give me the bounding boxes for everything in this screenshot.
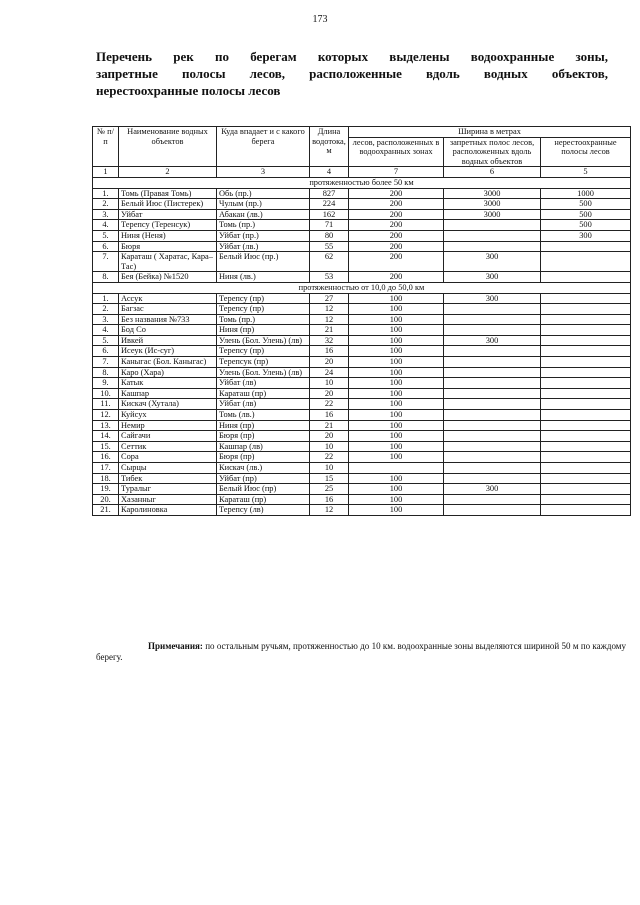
table-cell: 20. bbox=[93, 494, 119, 505]
table-cell bbox=[349, 463, 444, 474]
table-cell: Бод Со bbox=[119, 325, 217, 336]
table-cell: 10. bbox=[93, 388, 119, 399]
table-cell: 4. bbox=[93, 325, 119, 336]
table-cell: 100 bbox=[349, 494, 444, 505]
table-cell: 7. bbox=[93, 252, 119, 272]
table-cell: 100 bbox=[349, 441, 444, 452]
table-row bbox=[93, 199, 631, 210]
table-cell bbox=[444, 441, 541, 452]
table-cell: 300 bbox=[541, 230, 631, 241]
table-cell: Улень (Бол. Улень) (лв) bbox=[217, 367, 310, 378]
table-cell: Бюря bbox=[119, 241, 217, 252]
table-cell: 100 bbox=[349, 484, 444, 495]
table-cell: 300 bbox=[444, 335, 541, 346]
note-text: по остальным ручьям, протяженностью до 10 км. водоохранные зоны выделяются шириной 50 м по каждому берегу. bbox=[96, 641, 626, 662]
table-cell: Томь (лв.) bbox=[217, 410, 310, 421]
table-cell: 25 bbox=[310, 484, 349, 495]
table-cell: Терепсук (пр) bbox=[217, 357, 310, 368]
table-cell: Караташ ( Харатас, Кара–Тас) bbox=[119, 252, 217, 272]
table-cell: 300 bbox=[444, 252, 541, 272]
table-row bbox=[93, 241, 631, 252]
table-cell: 200 bbox=[349, 230, 444, 241]
table-row bbox=[93, 335, 631, 346]
table-cell: Кискач (лв.) bbox=[217, 463, 310, 474]
table-row bbox=[93, 293, 631, 304]
table-cell: 100 bbox=[349, 335, 444, 346]
table-cell: Бюря (пр) bbox=[217, 452, 310, 463]
table-cell: Белый Июс (пр.) bbox=[217, 252, 310, 272]
table-row bbox=[93, 473, 631, 484]
table-cell: 71 bbox=[310, 220, 349, 231]
table-cell: Уйбат (лв.) bbox=[217, 241, 310, 252]
table-cell: 17. bbox=[93, 463, 119, 474]
table-cell: 27 bbox=[310, 293, 349, 304]
table-cell: Томь (пр.) bbox=[217, 220, 310, 231]
table-cell bbox=[444, 367, 541, 378]
table-cell: Ассук bbox=[119, 293, 217, 304]
table-cell: 300 bbox=[444, 484, 541, 495]
table-row bbox=[93, 220, 631, 231]
table-cell bbox=[444, 220, 541, 231]
table-cell bbox=[541, 325, 631, 336]
table-cell: Ниня (пр) bbox=[217, 420, 310, 431]
table-cell: 3. bbox=[93, 209, 119, 220]
table-cell: 300 bbox=[444, 272, 541, 283]
table-row bbox=[93, 252, 631, 272]
table-cell bbox=[444, 304, 541, 315]
table-row bbox=[93, 188, 631, 199]
table-cell: 15. bbox=[93, 441, 119, 452]
table-cell: Чулым (пр.) bbox=[217, 199, 310, 210]
table-row bbox=[93, 463, 631, 474]
table-cell: 100 bbox=[349, 410, 444, 421]
table-cell: 100 bbox=[349, 357, 444, 368]
table-cell: Абакан (лв.) bbox=[217, 209, 310, 220]
table-cell: Каролиновка bbox=[119, 505, 217, 516]
table-row bbox=[93, 346, 631, 357]
table-cell bbox=[541, 494, 631, 505]
table-cell: Обь (пр.) bbox=[217, 188, 310, 199]
table-cell: 224 bbox=[310, 199, 349, 210]
table-cell: 100 bbox=[349, 346, 444, 357]
table-row bbox=[93, 357, 631, 368]
table-cell: Уйбат (лв) bbox=[217, 378, 310, 389]
table-cell: 827 bbox=[310, 188, 349, 199]
table-cell: 20 bbox=[310, 388, 349, 399]
table-cell bbox=[541, 441, 631, 452]
table-cell bbox=[444, 346, 541, 357]
table-cell: Уйбат bbox=[119, 209, 217, 220]
table-cell: 9. bbox=[93, 378, 119, 389]
table-cell: Каро (Хара) bbox=[119, 367, 217, 378]
table-cell: 100 bbox=[349, 399, 444, 410]
table-cell: 14. bbox=[93, 431, 119, 442]
table-cell: 22 bbox=[310, 399, 349, 410]
table-cell: 16. bbox=[93, 452, 119, 463]
table-cell: Тибек bbox=[119, 473, 217, 484]
table-cell bbox=[444, 314, 541, 325]
table-cell: 12 bbox=[310, 304, 349, 315]
table-cell bbox=[541, 252, 631, 272]
header-spawning: нерестоохранные полосы лесов bbox=[541, 137, 631, 167]
section-label: протяженностью от 10,0 до 50,0 км bbox=[93, 282, 631, 293]
table-cell: 12 bbox=[310, 314, 349, 325]
table-cell bbox=[541, 357, 631, 368]
header-flows: Куда впадает и с какого берега bbox=[217, 127, 310, 167]
header-forests: лесов, расположенных в водоохранных зонах bbox=[349, 137, 444, 167]
table-cell: 3000 bbox=[444, 209, 541, 220]
table-cell: 100 bbox=[349, 293, 444, 304]
section-header-row bbox=[93, 177, 631, 188]
table-cell: 100 bbox=[349, 473, 444, 484]
table-cell: Хазанныг bbox=[119, 494, 217, 505]
table-cell: 20 bbox=[310, 431, 349, 442]
table-cell bbox=[541, 505, 631, 516]
table-cell: 10 bbox=[310, 378, 349, 389]
table-row bbox=[93, 420, 631, 431]
table-cell bbox=[541, 473, 631, 484]
table-cell: Терепсу (Теренсук) bbox=[119, 220, 217, 231]
table-cell bbox=[541, 346, 631, 357]
header-forbidden: запретных полос лесов, расположенных вдоль водных объектов bbox=[444, 137, 541, 167]
title-line: нерестоохранные полосы лесов bbox=[96, 83, 281, 98]
table-cell: 100 bbox=[349, 505, 444, 516]
table-cell: 4. bbox=[93, 220, 119, 231]
table-cell bbox=[541, 463, 631, 474]
table-cell bbox=[541, 367, 631, 378]
table-cell: 19. bbox=[93, 484, 119, 495]
table-cell: 13. bbox=[93, 420, 119, 431]
table-cell: 55 bbox=[310, 241, 349, 252]
table-cell: 22 bbox=[310, 452, 349, 463]
table-cell: 200 bbox=[349, 241, 444, 252]
table-cell: Куйсух bbox=[119, 410, 217, 421]
table-row bbox=[93, 441, 631, 452]
table-cell: 200 bbox=[349, 220, 444, 231]
table-row bbox=[93, 388, 631, 399]
table-cell bbox=[541, 410, 631, 421]
table-cell: 10 bbox=[310, 463, 349, 474]
table-cell: Ивкей bbox=[119, 335, 217, 346]
table-cell: 200 bbox=[349, 199, 444, 210]
table-cell: Терепсу (пр) bbox=[217, 346, 310, 357]
table-row bbox=[93, 399, 631, 410]
table-row bbox=[93, 452, 631, 463]
table-cell bbox=[444, 399, 541, 410]
table-cell: Без названия №733 bbox=[119, 314, 217, 325]
table-row bbox=[93, 230, 631, 241]
table-cell: 200 bbox=[349, 188, 444, 199]
table-cell bbox=[444, 357, 541, 368]
table-cell: Караташ (пр) bbox=[217, 494, 310, 505]
table-cell bbox=[444, 452, 541, 463]
table-cell: Каныгас (Бол. Каныгас) bbox=[119, 357, 217, 368]
table-cell bbox=[444, 388, 541, 399]
column-number: 2 bbox=[119, 167, 217, 178]
table-cell bbox=[444, 505, 541, 516]
table-cell: 53 bbox=[310, 272, 349, 283]
table-cell: 16 bbox=[310, 494, 349, 505]
table-cell: 15 bbox=[310, 473, 349, 484]
table-cell: Ниня (лв.) bbox=[217, 272, 310, 283]
table-cell: 100 bbox=[349, 314, 444, 325]
table-cell: 100 bbox=[349, 325, 444, 336]
table-cell: Терепсу (лв) bbox=[217, 505, 310, 516]
table-cell: 100 bbox=[349, 367, 444, 378]
table-cell: 11. bbox=[93, 399, 119, 410]
table-cell: Катык bbox=[119, 378, 217, 389]
table-cell: Ниня (пр) bbox=[217, 325, 310, 336]
table-row bbox=[93, 367, 631, 378]
table-cell: 5. bbox=[93, 335, 119, 346]
table-cell: 8. bbox=[93, 367, 119, 378]
column-number: 6 bbox=[444, 167, 541, 178]
header-length: Длина водотока, м bbox=[310, 127, 349, 167]
table-cell bbox=[444, 420, 541, 431]
table-cell: 1. bbox=[93, 188, 119, 199]
table-cell: Томь (Правая Томь) bbox=[119, 188, 217, 199]
table-cell: Улень (Бол. Улень) (лв) bbox=[217, 335, 310, 346]
table-cell bbox=[444, 463, 541, 474]
table-cell bbox=[541, 420, 631, 431]
table-cell: Сора bbox=[119, 452, 217, 463]
table-row bbox=[93, 304, 631, 315]
column-number: 3 bbox=[217, 167, 310, 178]
table-cell: 200 bbox=[349, 252, 444, 272]
title-line: Перечень рек по берегам которых выделены водоохранные зоны, bbox=[96, 49, 608, 64]
table-cell: 200 bbox=[349, 209, 444, 220]
table-cell: 3000 bbox=[444, 199, 541, 210]
table-cell: 100 bbox=[349, 304, 444, 315]
table-cell: Ниня (Неня) bbox=[119, 230, 217, 241]
table-cell: 100 bbox=[349, 452, 444, 463]
table-cell: 6. bbox=[93, 346, 119, 357]
header-name: Наименование водных объектов bbox=[119, 127, 217, 167]
table-cell: 100 bbox=[349, 420, 444, 431]
table-cell: Кискач (Хутала) bbox=[119, 399, 217, 410]
table-row bbox=[93, 484, 631, 495]
table-cell: Кашпар (лв) bbox=[217, 441, 310, 452]
table-cell bbox=[444, 241, 541, 252]
rivers-table bbox=[92, 126, 631, 516]
column-number-row bbox=[93, 167, 631, 178]
table-cell: Сеттик bbox=[119, 441, 217, 452]
table-cell bbox=[541, 304, 631, 315]
title-line: запретные полосы лесов, расположенные вдоль водных объектов, bbox=[96, 66, 608, 81]
table-cell: 162 bbox=[310, 209, 349, 220]
table-cell: 62 bbox=[310, 252, 349, 272]
table-cell: Белый Июс (Пистерек) bbox=[119, 199, 217, 210]
table-cell: Белый Июс (пр) bbox=[217, 484, 310, 495]
table-cell: Бюря (пр) bbox=[217, 431, 310, 442]
table-cell: 300 bbox=[444, 293, 541, 304]
table-cell: 16 bbox=[310, 410, 349, 421]
column-number: 7 bbox=[349, 167, 444, 178]
table-cell: 500 bbox=[541, 220, 631, 231]
table-cell: Караташ (пр) bbox=[217, 388, 310, 399]
table-row bbox=[93, 494, 631, 505]
table-cell: 200 bbox=[349, 272, 444, 283]
table-cell: 100 bbox=[349, 431, 444, 442]
table-cell: 20 bbox=[310, 357, 349, 368]
table-cell: Исеук (Ис-суг) bbox=[119, 346, 217, 357]
table-cell: Терепсу (пр) bbox=[217, 304, 310, 315]
table-row bbox=[93, 378, 631, 389]
table-row bbox=[93, 272, 631, 283]
table-cell: 21 bbox=[310, 325, 349, 336]
table-cell bbox=[541, 241, 631, 252]
table-cell: 1000 bbox=[541, 188, 631, 199]
table-row bbox=[93, 505, 631, 516]
table-cell: Бея (Бейка) №1520 bbox=[119, 272, 217, 283]
table-cell bbox=[541, 431, 631, 442]
table-cell: Терепсу (пр) bbox=[217, 293, 310, 304]
table-cell bbox=[541, 388, 631, 399]
table-cell bbox=[541, 335, 631, 346]
header-width-group: Ширина в метрах bbox=[349, 127, 631, 138]
section-header-row bbox=[93, 282, 631, 293]
table-cell bbox=[541, 378, 631, 389]
table-cell: 80 bbox=[310, 230, 349, 241]
table-cell: Багзас bbox=[119, 304, 217, 315]
table-cell bbox=[541, 272, 631, 283]
table-cell: Кашпар bbox=[119, 388, 217, 399]
table-row bbox=[93, 209, 631, 220]
table-cell: 2. bbox=[93, 304, 119, 315]
table-cell bbox=[541, 293, 631, 304]
table-cell bbox=[541, 484, 631, 495]
table-cell: Немир bbox=[119, 420, 217, 431]
table-cell bbox=[444, 473, 541, 484]
page-title bbox=[96, 48, 608, 99]
table-cell bbox=[541, 314, 631, 325]
table-cell bbox=[444, 230, 541, 241]
table-cell: Уйбат (пр.) bbox=[217, 230, 310, 241]
table-cell: 21 bbox=[310, 420, 349, 431]
table-row bbox=[93, 314, 631, 325]
table-cell: 1. bbox=[93, 293, 119, 304]
table-cell bbox=[541, 452, 631, 463]
table-cell: 21. bbox=[93, 505, 119, 516]
table-cell: Сайгачи bbox=[119, 431, 217, 442]
table-cell: Сырцы bbox=[119, 463, 217, 474]
note-label: Примечания: bbox=[148, 641, 203, 651]
table-cell bbox=[444, 325, 541, 336]
column-number: 4 bbox=[310, 167, 349, 178]
page-number: 173 bbox=[312, 14, 328, 25]
table-cell: 12 bbox=[310, 505, 349, 516]
table-cell: 6. bbox=[93, 241, 119, 252]
table-cell: 10 bbox=[310, 441, 349, 452]
table-cell: 5. bbox=[93, 230, 119, 241]
table-row bbox=[93, 431, 631, 442]
table-cell: Туралыг bbox=[119, 484, 217, 495]
table-cell: 24 bbox=[310, 367, 349, 378]
table-cell: 18. bbox=[93, 473, 119, 484]
table-cell: 3. bbox=[93, 314, 119, 325]
table-body bbox=[93, 177, 631, 515]
table-cell: 500 bbox=[541, 199, 631, 210]
column-number: 5 bbox=[541, 167, 631, 178]
header-num: № п/п bbox=[93, 127, 119, 167]
table-cell: Уйбат (пр) bbox=[217, 473, 310, 484]
table-cell: 2. bbox=[93, 199, 119, 210]
table-cell: 3000 bbox=[444, 188, 541, 199]
table-cell: 12. bbox=[93, 410, 119, 421]
table-cell bbox=[444, 410, 541, 421]
table-cell bbox=[541, 399, 631, 410]
table-cell: 500 bbox=[541, 209, 631, 220]
table-cell: 100 bbox=[349, 378, 444, 389]
table-cell bbox=[444, 494, 541, 505]
table-row bbox=[93, 410, 631, 421]
table-cell: 100 bbox=[349, 388, 444, 399]
table-cell: 7. bbox=[93, 357, 119, 368]
table-cell: 32 bbox=[310, 335, 349, 346]
section-label: протяженностью более 50 км bbox=[93, 177, 631, 188]
table-cell bbox=[444, 378, 541, 389]
table-cell: 16 bbox=[310, 346, 349, 357]
table-cell: Томь (пр.) bbox=[217, 314, 310, 325]
table-cell: 8. bbox=[93, 272, 119, 283]
table-cell bbox=[444, 431, 541, 442]
note bbox=[96, 641, 626, 663]
table-cell: Уйбат (лв) bbox=[217, 399, 310, 410]
column-number: 1 bbox=[93, 167, 119, 178]
table-row bbox=[93, 325, 631, 336]
